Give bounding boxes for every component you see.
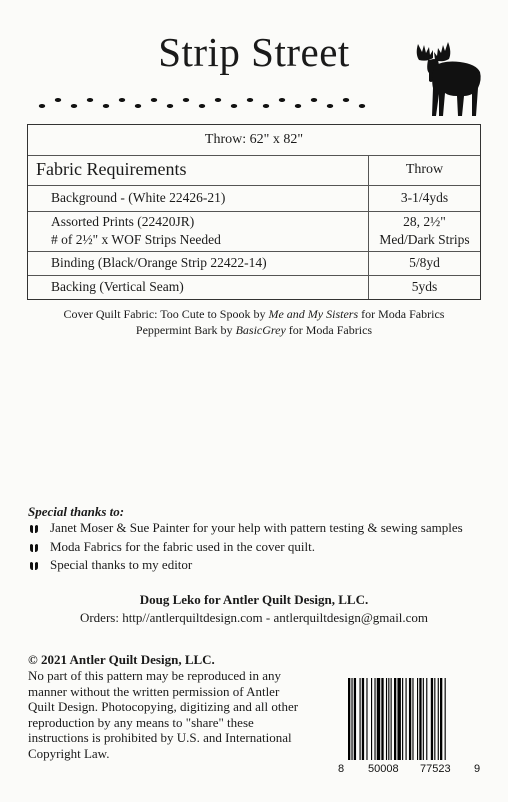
- row-item: [51, 211, 221, 249]
- barcode-bars: [348, 678, 446, 760]
- list-item: [28, 539, 315, 555]
- row-item: Binding (Black/Orange Strip 22422-14): [51, 255, 267, 270]
- moose-silhouette-icon: [404, 40, 486, 118]
- cover-fabric-text: for Moda Fabrics: [285, 323, 373, 337]
- pattern-title: Strip Street: [158, 29, 350, 75]
- fabric-requirements-heading: Fabric Requirements: [36, 159, 187, 179]
- row-amount: 3-1/4yds: [368, 185, 480, 211]
- list-item: [28, 520, 463, 536]
- orders-contact: Orders: http//antlerquiltdesign.com - antlerquiltdesign@gmail.com: [79, 610, 429, 625]
- barcode-bar: [419, 678, 421, 760]
- cover-fabric-text: for Moda Fabrics: [358, 307, 445, 321]
- author-credit: Doug Leko for Antler Quilt Design, LLC.: [139, 592, 369, 607]
- barcode-bar: [394, 678, 396, 760]
- table-header-row: [28, 155, 480, 186]
- table-row: [28, 275, 480, 299]
- cover-fabric-line-2: [0, 323, 508, 338]
- barcode-group-1: 50008: [368, 763, 399, 775]
- row-amount: 5/8yd: [368, 251, 480, 275]
- throw-column-header: Throw: [368, 155, 480, 185]
- designer-name: BasicGrey: [235, 323, 286, 337]
- barcode-bar: [388, 678, 389, 760]
- copyright-notice: No part of this pattern may be reproduced in any manner without the written permission of Antler Quilt Design. Photocopying, digitizing and all other reproduction by any means to "share" these instructions is prohibited by U.S. and International Copyright Law.: [28, 668, 299, 761]
- hoof-print-icon: [28, 523, 40, 535]
- barcode-bar: [366, 678, 367, 760]
- cover-fabric-text: Peppermint Bark by: [135, 323, 236, 337]
- barcode-bar: [406, 678, 407, 760]
- barcode-bar: [417, 678, 418, 760]
- barcode-bar: [354, 678, 356, 760]
- row-amount: [368, 211, 480, 251]
- barcode-right-digit: 9: [474, 763, 481, 775]
- designer-name: Me and My Sisters: [268, 307, 359, 321]
- row-item-line-1: Assorted Prints (22420JR): [51, 214, 195, 229]
- barcode-bar: [402, 678, 403, 760]
- upc-barcode: [336, 676, 486, 776]
- barcode-bar: [426, 678, 427, 760]
- table-row: [28, 185, 480, 212]
- barcode-bar: [374, 678, 375, 760]
- barcode-bar: [351, 678, 352, 760]
- throw-size-header: Throw: 62" x 82": [28, 125, 480, 156]
- hoof-print-icon: [28, 560, 40, 572]
- barcode-group-2: 77523: [420, 763, 451, 775]
- copyright-heading: © 2021 Antler Quilt Design, LLC.: [28, 652, 215, 667]
- barcode-bar: [423, 678, 424, 760]
- barcode-bar: [362, 678, 364, 760]
- animal-tracks-icon: [36, 92, 366, 112]
- barcode-bar: [438, 678, 439, 760]
- row-amount-line-2: Med/Dark Strips: [379, 232, 470, 247]
- barcode-bar: [381, 678, 383, 760]
- table-row: [28, 211, 480, 252]
- row-item: Background - (White 22426-21): [51, 190, 226, 205]
- hoof-print-icon: [28, 542, 40, 554]
- list-item: [28, 557, 192, 573]
- fabric-requirements-table: [27, 124, 481, 300]
- barcode-bar: [371, 678, 372, 760]
- barcode-bar: [409, 678, 411, 760]
- barcode-bar: [386, 678, 387, 760]
- barcode-bar: [348, 678, 350, 760]
- barcode-bar: [377, 678, 380, 760]
- thanks-text: Moda Fabrics for the fabric used in the cover quilt.: [50, 539, 315, 554]
- barcode-bar: [360, 678, 361, 760]
- special-thanks-heading: Special thanks to:: [28, 504, 125, 519]
- cover-fabric-line-1: [0, 307, 508, 322]
- table-row: [28, 251, 480, 276]
- row-amount: 5yds: [368, 275, 480, 299]
- barcode-bar: [440, 678, 442, 760]
- thanks-text: Special thanks to my editor: [50, 557, 193, 572]
- thanks-text: Janet Moser & Sue Painter for your help with pattern testing & sewing samples: [50, 520, 463, 535]
- barcode-left-digit: 8: [338, 763, 345, 775]
- barcode-bar: [412, 678, 413, 760]
- barcode-bar: [397, 678, 400, 760]
- cover-fabric-text: Cover Quilt Fabric: Too Cute to Spook by: [63, 307, 269, 321]
- barcode-bar: [434, 678, 435, 760]
- barcode-bar: [391, 678, 392, 760]
- row-amount-line-1: 28, 2½": [403, 214, 446, 229]
- barcode-bar: [445, 678, 446, 760]
- row-item: Backing (Vertical Seam): [51, 279, 184, 294]
- barcode-bar: [431, 678, 433, 760]
- row-item-line-2: # of 2½" x WOF Strips Needed: [51, 232, 221, 247]
